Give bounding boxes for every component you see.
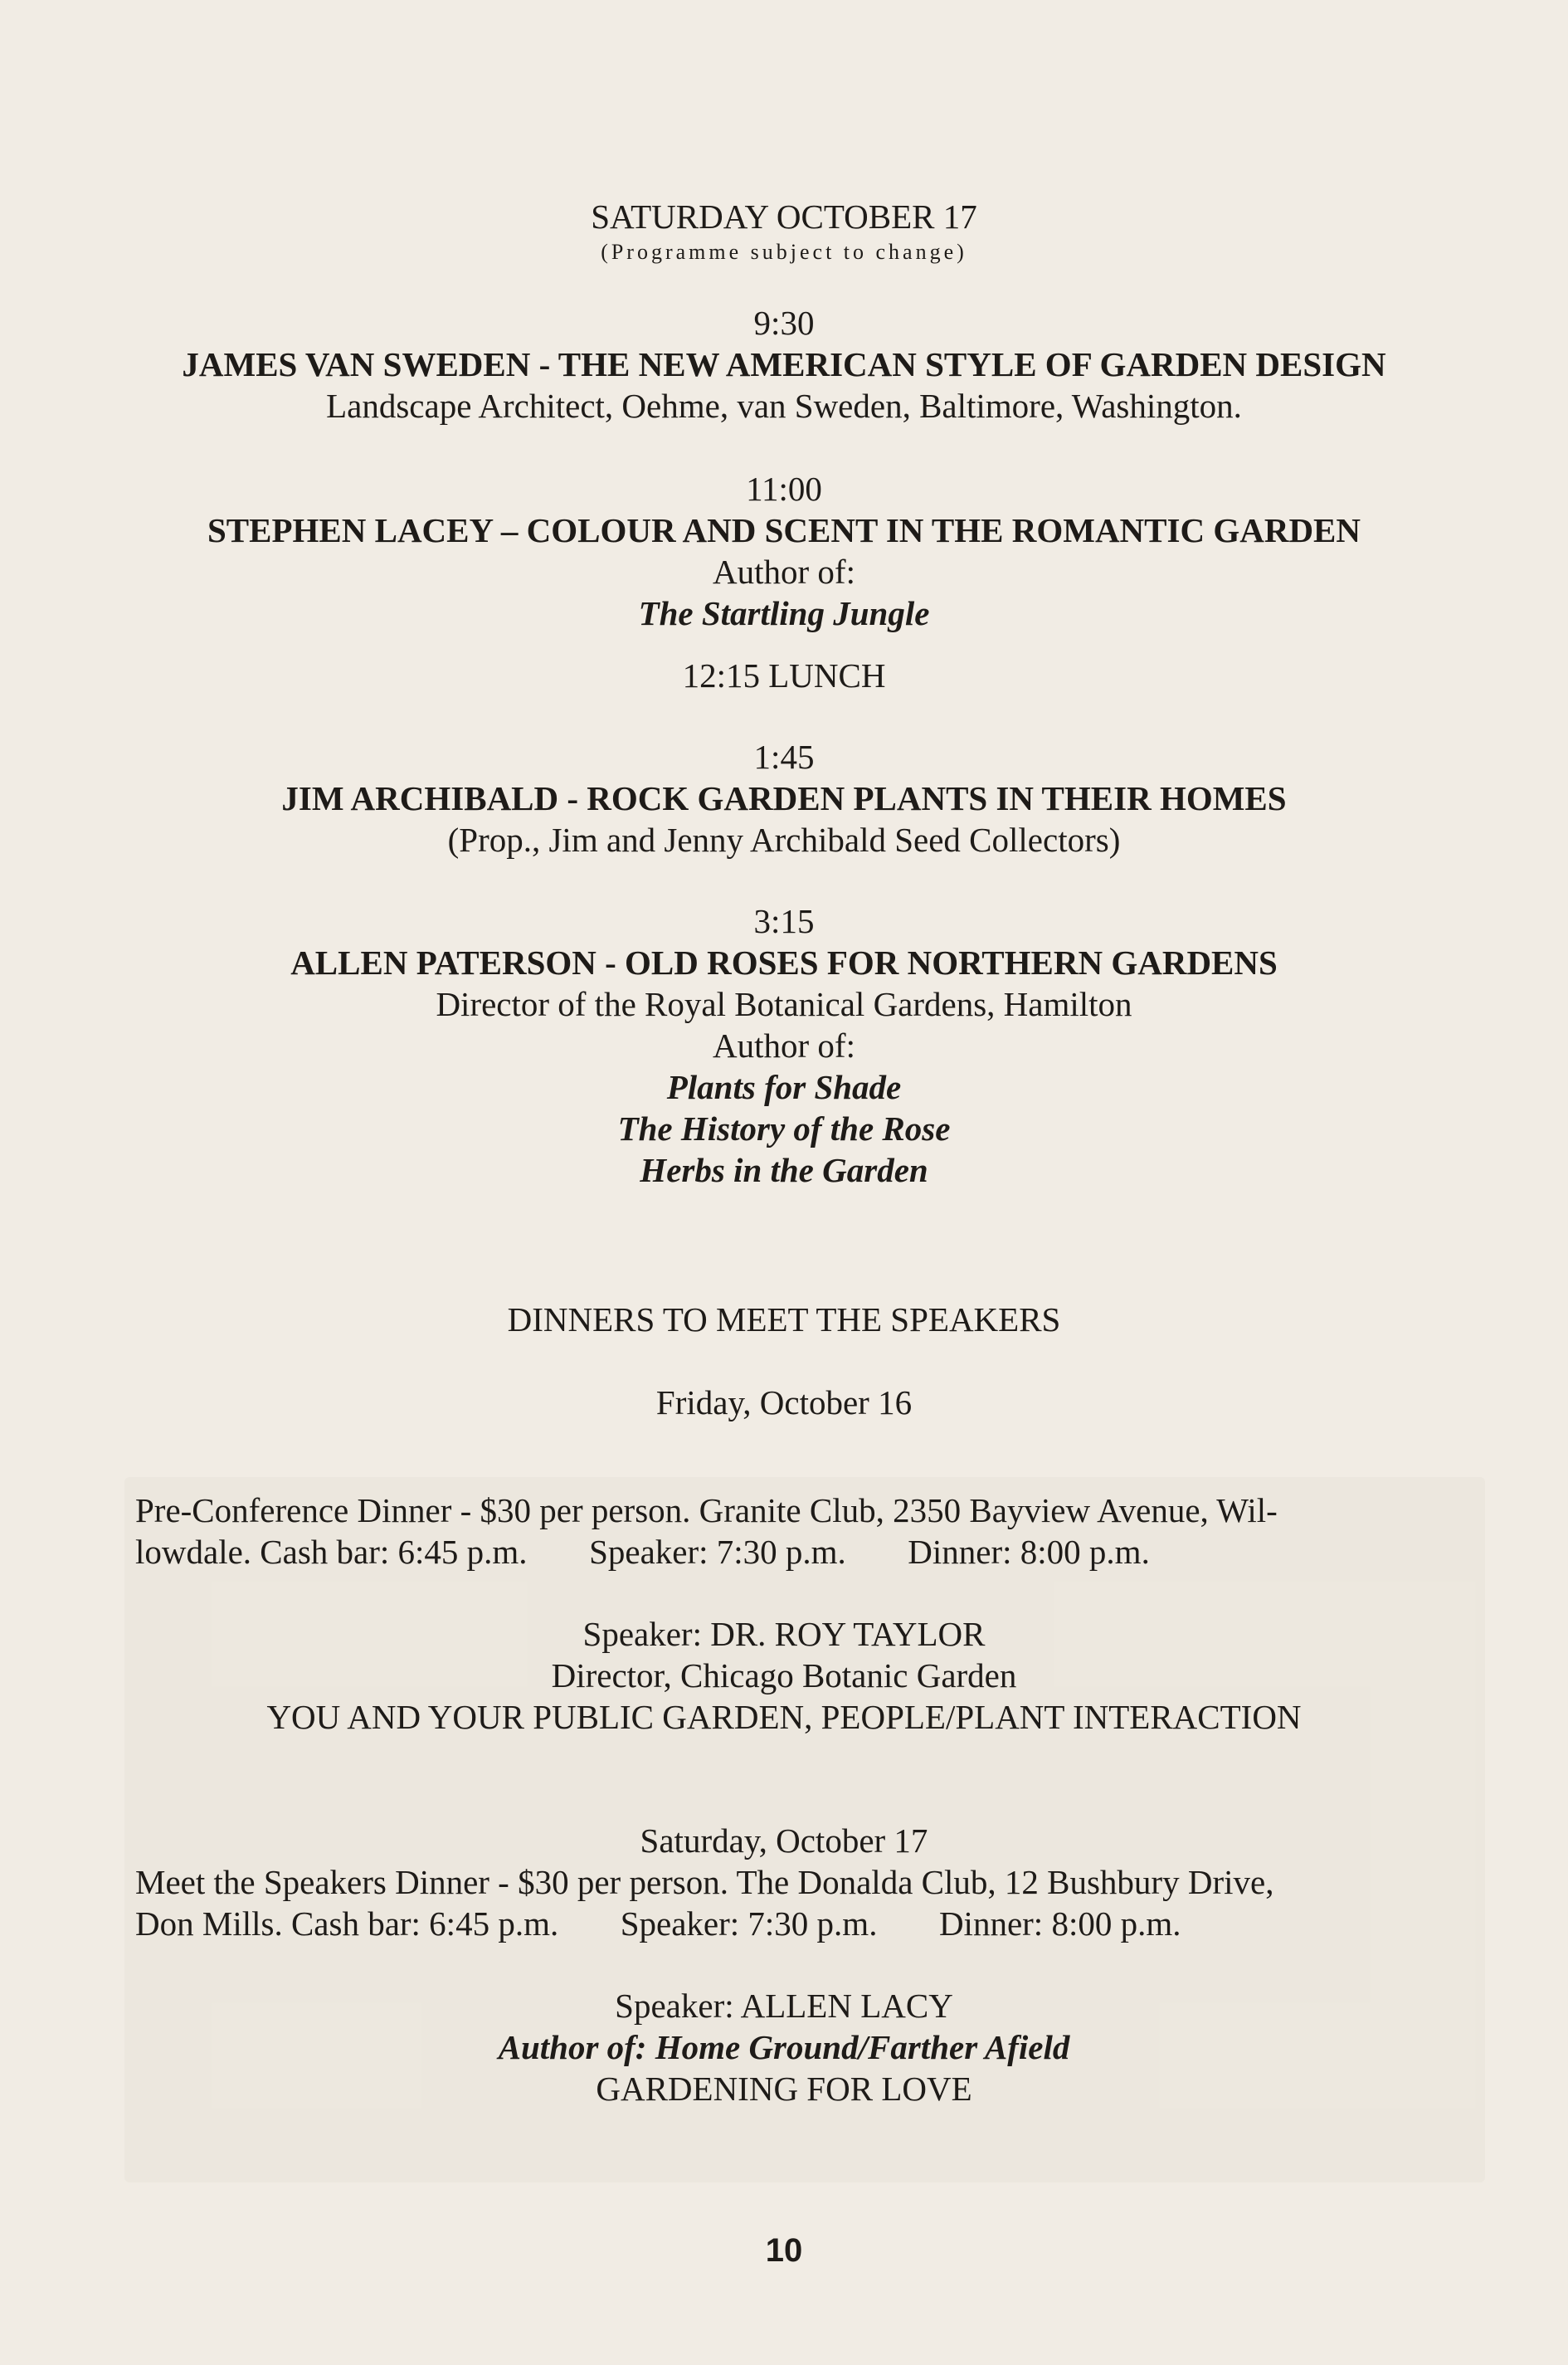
cash-bar-time: Don Mills. Cash bar: 6:45 p.m. (135, 1904, 559, 1943)
session-time: 3:15 (753, 902, 815, 940)
dinner-speaker: Speaker: DR. ROY TAYLOR (582, 1615, 986, 1653)
dinner-date: Saturday, October 17 (640, 1821, 928, 1860)
dinner-date: Friday, October 16 (655, 1383, 913, 1421)
book-title: The History of the Rose (617, 1109, 951, 1148)
session-title: ALLEN PATERSON - OLD ROSES FOR NORTHERN GARDENS (290, 944, 1278, 982)
session-info: Landscape Architect, Oehme, van Sweden, Baltimore, Washington. (326, 387, 1242, 425)
saturday-dinner (0, 1820, 1568, 1861)
speaker-talk: YOU AND YOUR PUBLIC GARDEN, PEOPLE/PLANT INTERACTION (266, 1698, 1302, 1736)
speaker-role: Director, Chicago Botanic Garden (551, 1656, 1017, 1695)
cash-bar-time: lowdale. Cash bar: 6:45 p.m. (135, 1533, 528, 1571)
session-time: 9:30 (753, 304, 815, 342)
friday-dinner-details (135, 1490, 1463, 1573)
saturday-dinner-details (135, 1861, 1463, 1944)
speaker-author: Author of: Home Ground/Farther Afield (498, 2028, 1070, 2066)
saturday-speaker (0, 1985, 1568, 2109)
author-label: Author of: (713, 1026, 855, 1065)
speaker-time: Speaker: 7:30 p.m. (620, 1904, 878, 1943)
author-label: Author of: (713, 553, 855, 591)
book-title: Herbs in the Garden (640, 1151, 928, 1189)
dinner-line: Pre-Conference Dinner - $30 per person. Granite Club, 2350 Bayview Avenue, Wil- (135, 1491, 1278, 1529)
dinner-time: Dinner: 8:00 p.m. (938, 1904, 1181, 1943)
friday-speaker (0, 1613, 1568, 1738)
session-time: 1:45 (753, 738, 815, 776)
speaker-time: Speaker: 7:30 p.m. (589, 1533, 846, 1571)
session-title: JAMES VAN SWEDEN - THE NEW AMERICAN STYLE OF GARDEN DESIGN (182, 345, 1386, 383)
dinner-line (135, 1903, 1463, 1944)
dinners-heading: DINNERS TO MEET THE SPEAKERS (507, 1300, 1061, 1339)
book-title: The Startling Jungle (638, 594, 930, 632)
dinner-time: Dinner: 8:00 p.m. (908, 1533, 1150, 1571)
dinner-speaker: Speaker: ALLEN LACY (615, 1987, 953, 2025)
speaker-talk: GARDENING FOR LOVE (596, 2070, 972, 2108)
schedule-date: SATURDAY OCTOBER 17 (591, 197, 977, 236)
session-info: (Prop., Jim and Jenny Archibald Seed Collectors) (447, 821, 1121, 859)
session-info: Director of the Royal Botanical Gardens, Hamilton (436, 985, 1132, 1023)
book-title: Plants for Shade (666, 1068, 902, 1106)
session-time: 11:00 (746, 470, 822, 508)
dinner-line (135, 1531, 1463, 1573)
schedule-note: (Programme subject to change) (601, 240, 967, 264)
page-number: 10 (765, 2232, 803, 2269)
session-title: JIM ARCHIBALD - ROCK GARDEN PLANTS IN THEIR HOMES (281, 779, 1287, 817)
session-title: STEPHEN LACEY – COLOUR AND SCENT IN THE ROMANTIC GARDEN (207, 511, 1361, 549)
lunch-time: 12:15 LUNCH (682, 656, 886, 695)
dinner-line: Meet the Speakers Dinner - $30 per person. The Donalda Club, 12 Bushbury Drive, (135, 1863, 1274, 1901)
